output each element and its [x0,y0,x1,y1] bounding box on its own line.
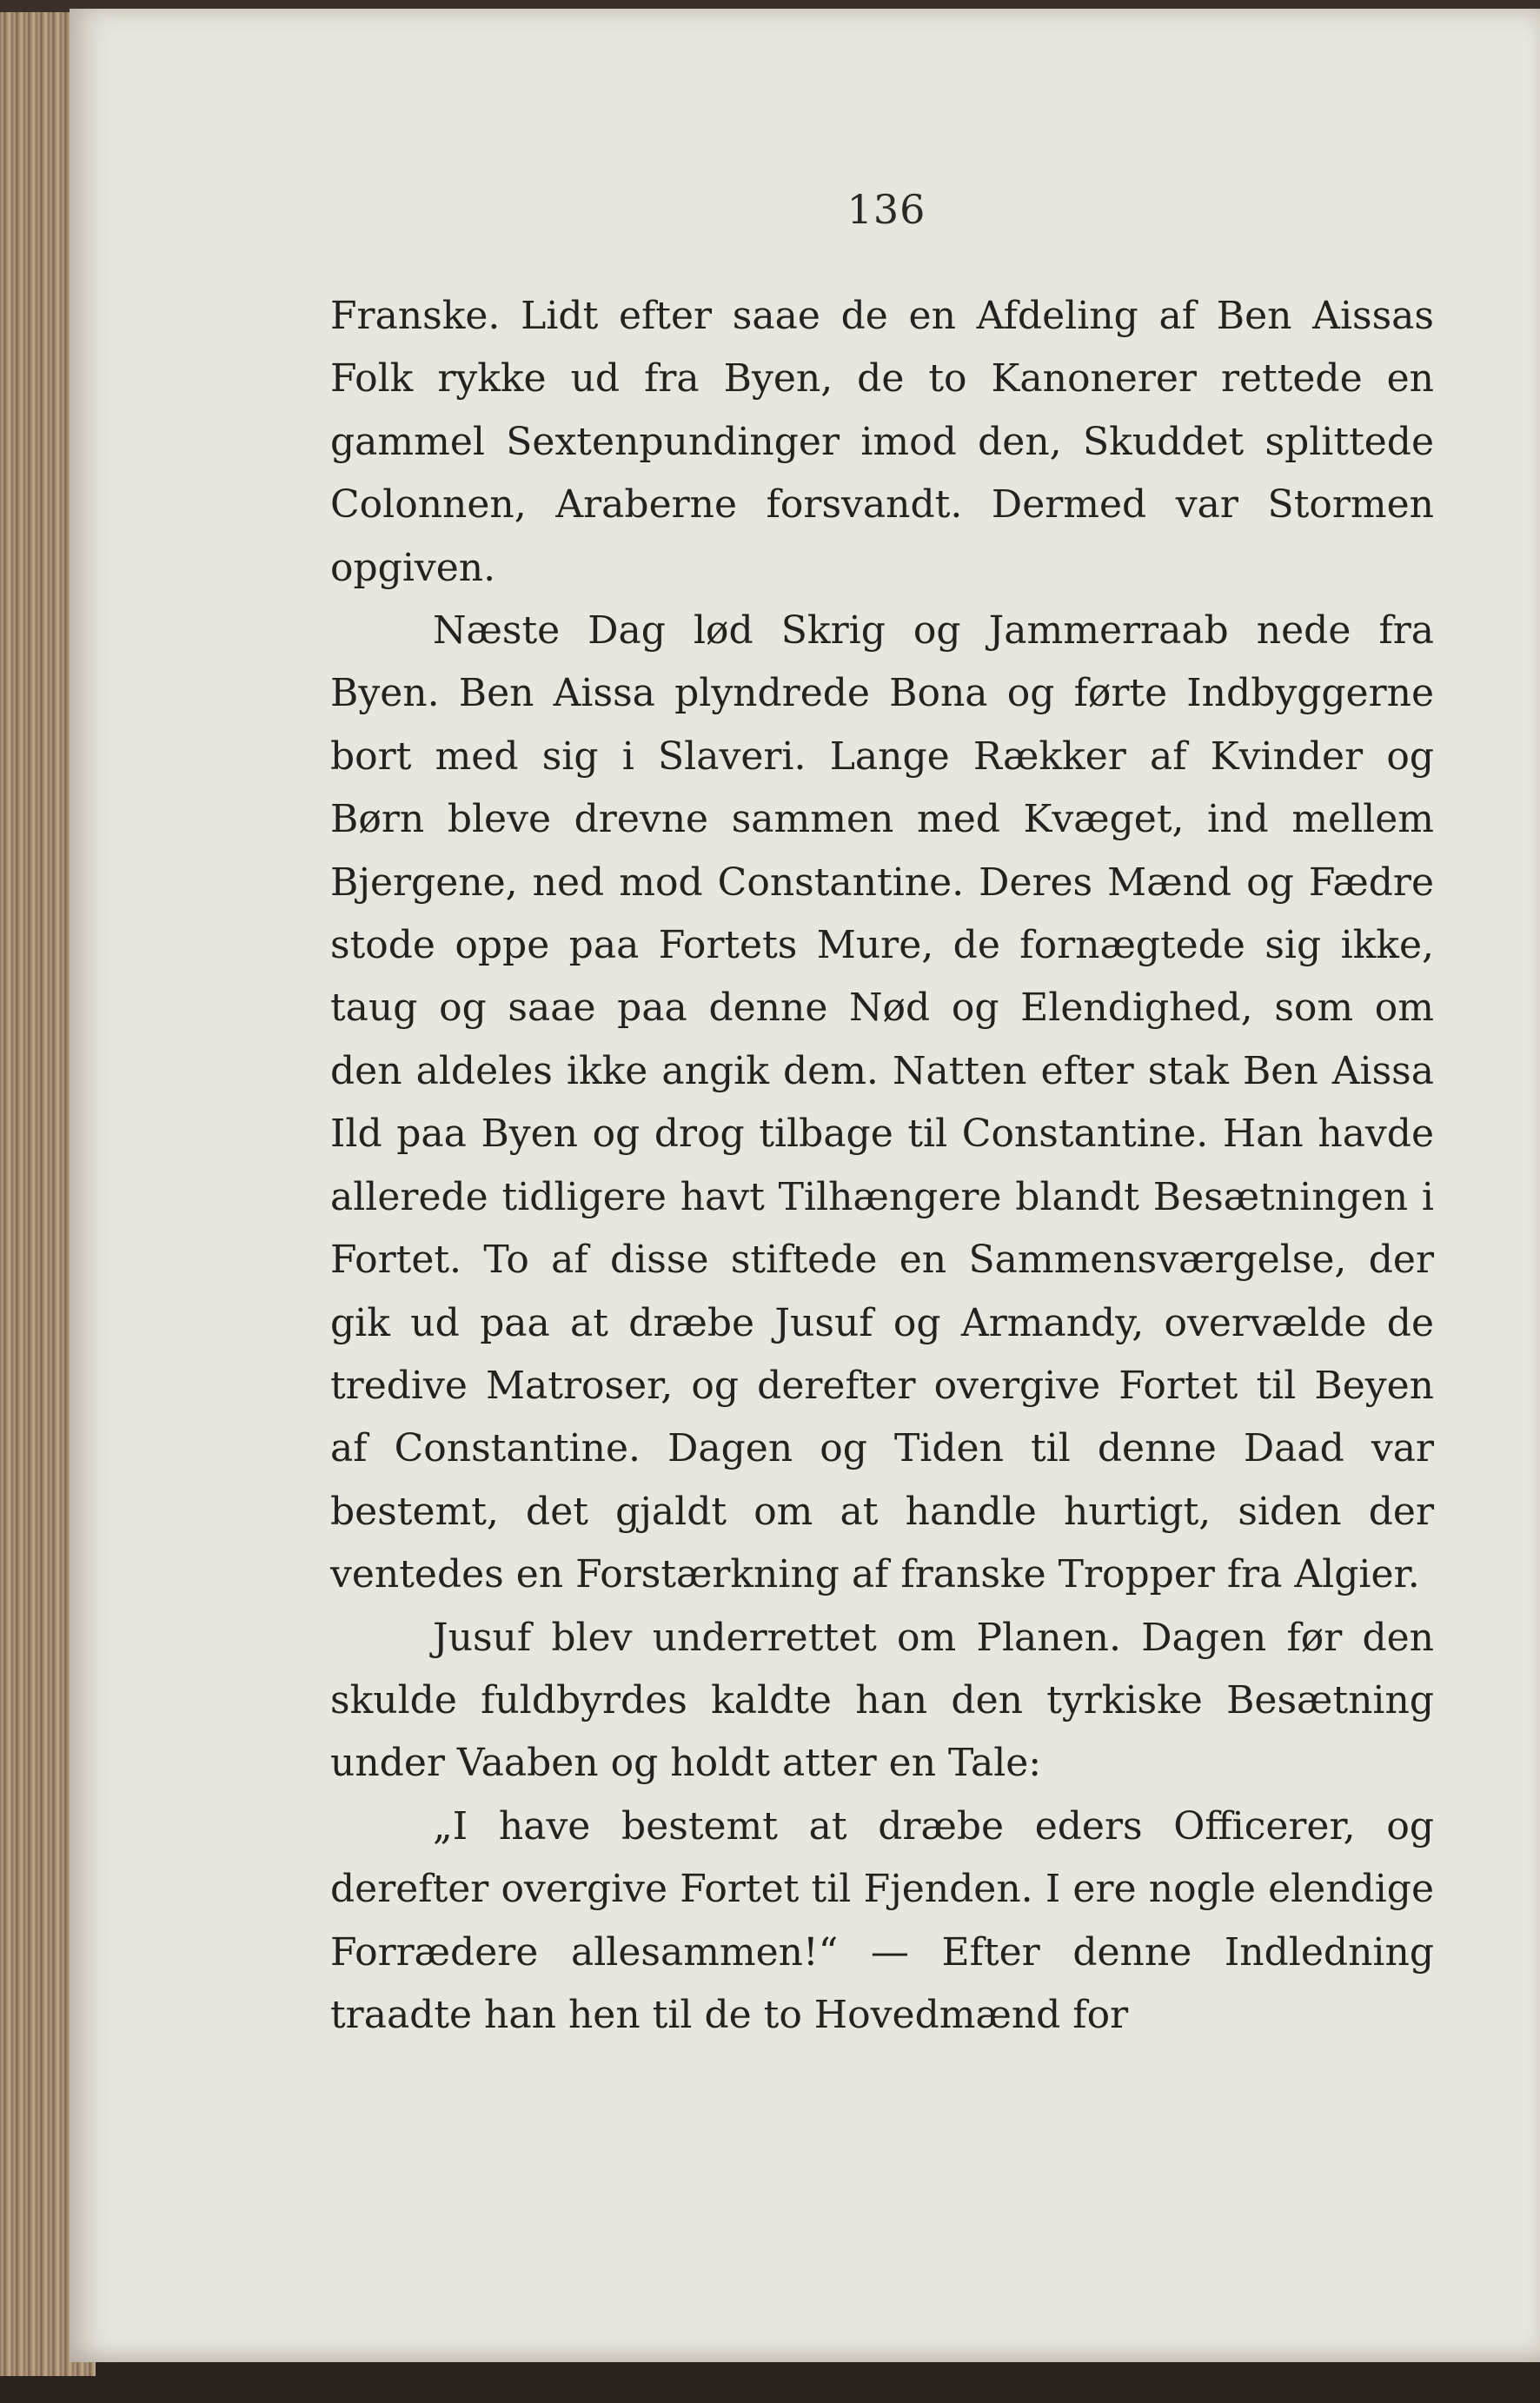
paragraph-3: Jusuf blev underrettet om Planen. Dagen før den skulde fuldbyrdes kaldte han den tyrkiske Besætning under Vaaben og holdt atter en Tale: [330,1615,1434,1786]
paragraph-1: Franske. Lidt efter saae de en Afdeling af Ben Aissas Folk rykke ud fra Byen, de to Kanonerer rettede en gammel Sextenpundinger imod den, Skuddet splittede Colonnen, Araberne forsvandt. Dermed var Stormen opgiven. [330,294,1434,590]
body-text [330,285,1434,2047]
paragraph-4: „I have bestemt at dræbe eders Officerer, og derefter overgive Fortet til Fjenden. I ere nogle elendige Forrædere allesammen!“ — Efter denne Indledning traadte han hen til de to Hovedmænd for [330,1803,1434,2037]
paragraph-2: Næste Dag lød Skrig og Jammerraab nede fra Byen. Ben Aissa plyndrede Bona og førte Indbyggerne bort med sig i Slaveri. Lange Rækker af Kvinder og Børn bleve drevne sammen med Kvæget, ind mellem Bjergene, ned mod Constantine. Deres Mænd og Fædre stode oppe paa Fortets Mure, de fornægtede sig ikke, taug og saae paa denne Nød og Elendighed, som om den aldeles ikke angik dem. Natten efter stak Ben Aissa Ild paa Byen og drog tilbage til Constantine. Han havde allerede tidligere havt Tilhængere blandt Besætningen i Fortet. To af disse stiftede en Sammensværgelse, der gik ud paa at dræbe Jusuf og Armandy, overvælde de tredive Matroser, og derefter overgive Fortet til Beyen af Constantine. Dagen og Tiden til denne Daad var bestemt, det gjaldt om at handle hurtigt, siden der ventedes en Forstærkning af franske Tropper fra Algier. [330,608,1434,1597]
page-number: 136 [846,186,926,233]
